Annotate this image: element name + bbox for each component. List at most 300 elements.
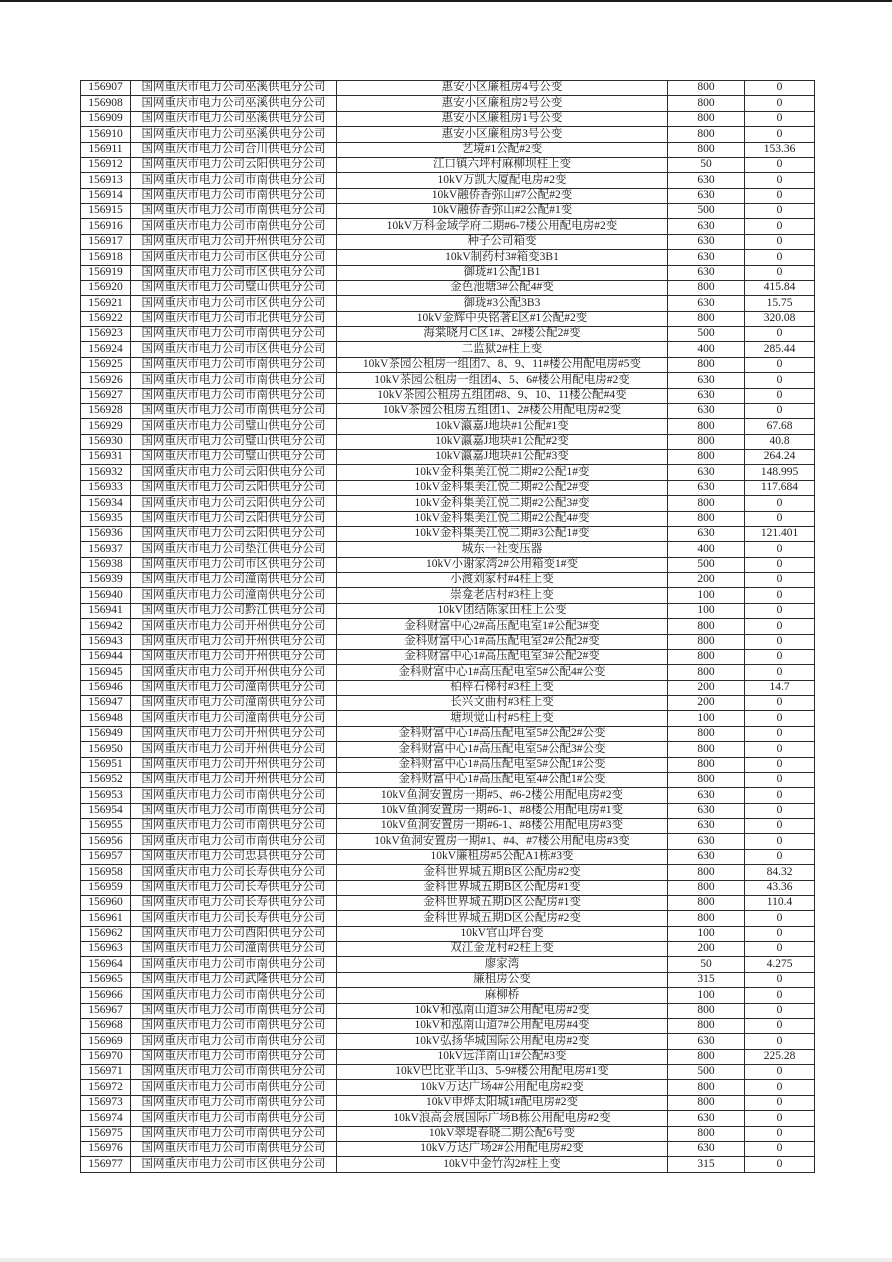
cell-id: 156945 [81,665,131,680]
cell-id: 156919 [81,265,131,280]
table-row [81,234,815,249]
cell-capacity: 800 [668,726,745,741]
table-row [81,788,815,803]
cell-value: 4.275 [745,957,815,972]
cell-company: 国网重庆市电力公司市区供电分公司 [131,342,337,357]
cell-company: 国网重庆市电力公司璧山供电分公司 [131,434,337,449]
cell-id: 156941 [81,603,131,618]
cell-company: 国网重庆市电力公司合川供电分公司 [131,142,337,157]
table-row [81,250,815,265]
table-row [81,96,815,111]
table-row [81,142,815,157]
cell-id: 156960 [81,895,131,910]
cell-name: 金科世界城五期D区公配房#2变 [337,911,668,926]
cell-value: 0 [745,972,815,987]
cell-company: 国网重庆市电力公司潼南供电分公司 [131,588,337,603]
cell-company: 国网重庆市电力公司市南供电分公司 [131,834,337,849]
cell-name: 10kV远洋南山1#公配#3变 [337,1049,668,1064]
cell-capacity: 100 [668,588,745,603]
table-row [81,450,815,465]
table-row [81,1003,815,1018]
table-row [81,573,815,588]
table-row [81,834,815,849]
table-row [81,157,815,172]
cell-value: 0 [745,619,815,634]
cell-id: 156948 [81,711,131,726]
cell-company: 国网重庆市电力公司市南供电分公司 [131,957,337,972]
table-row [81,81,815,96]
cell-capacity: 800 [668,1126,745,1141]
cell-name: 麻柳桥 [337,988,668,1003]
cell-value: 121.401 [745,526,815,541]
cell-value: 0 [745,1065,815,1080]
cell-value: 0 [745,250,815,265]
cell-capacity: 800 [668,111,745,126]
table-row [81,1065,815,1080]
cell-capacity: 50 [668,157,745,172]
table-row [81,542,815,557]
cell-name: 御珑#3公配3B3 [337,296,668,311]
table-row [81,942,815,957]
cell-value: 0 [745,373,815,388]
table-row [81,357,815,372]
cell-id: 156931 [81,450,131,465]
cell-id: 156973 [81,1095,131,1110]
cell-name: 廖家湾 [337,957,668,972]
cell-id: 156943 [81,634,131,649]
cell-name: 长兴文曲村#3柱上变 [337,696,668,711]
table-row [81,403,815,418]
cell-value: 0 [745,1018,815,1033]
cell-value: 0 [745,496,815,511]
cell-value: 0 [745,588,815,603]
cell-id: 156949 [81,726,131,741]
cell-id: 156912 [81,157,131,172]
cell-value: 0 [745,204,815,219]
cell-value: 117.684 [745,480,815,495]
cell-value: 14.7 [745,680,815,695]
cell-capacity: 500 [668,327,745,342]
cell-id: 156914 [81,188,131,203]
cell-id: 156975 [81,1126,131,1141]
cell-company: 国网重庆市电力公司云阳供电分公司 [131,465,337,480]
table-row [81,1018,815,1033]
cell-capacity: 630 [668,849,745,864]
cell-capacity: 800 [668,142,745,157]
cell-name: 10kV鱼洞安置房一期#6-1、#8楼公用配电房#1变 [337,803,668,818]
cell-name: 10kV茶园公租房五组团1、2#楼公用配电房#2变 [337,403,668,418]
cell-capacity: 630 [668,188,745,203]
table-row [81,342,815,357]
table-row [81,526,815,541]
cell-capacity: 800 [668,880,745,895]
cell-company: 国网重庆市电力公司武隆供电分公司 [131,972,337,987]
cell-name: 金科财富中心1#高压配电室2#公配2#变 [337,634,668,649]
cell-id: 156956 [81,834,131,849]
cell-value: 0 [745,403,815,418]
cell-value: 0 [745,111,815,126]
cell-name: 10kV万凯大厦配电房#2变 [337,173,668,188]
cell-value: 0 [745,1003,815,1018]
table-row [81,1034,815,1049]
cell-name: 金色池塘3#公配4#变 [337,280,668,295]
cell-name: 10kV小谢家湾2#公用箱变1#变 [337,557,668,572]
cell-company: 国网重庆市电力公司云阳供电分公司 [131,526,337,541]
cell-name: 10kV金科集美江悦二期#2公配4#变 [337,511,668,526]
cell-capacity: 630 [668,265,745,280]
table-row [81,1095,815,1110]
table-row [81,588,815,603]
table-row [81,327,815,342]
cell-value: 0 [745,542,815,557]
cell-capacity: 800 [668,496,745,511]
table-row [81,480,815,495]
cell-capacity: 500 [668,557,745,572]
cell-id: 156928 [81,403,131,418]
cell-name: 城东一社变压器 [337,542,668,557]
cell-capacity: 800 [668,1003,745,1018]
cell-id: 156942 [81,619,131,634]
cell-id: 156938 [81,557,131,572]
cell-name: 惠安小区廉租房1号公变 [337,111,668,126]
cell-value: 84.32 [745,865,815,880]
cell-company: 国网重庆市电力公司市区供电分公司 [131,250,337,265]
cell-company: 国网重庆市电力公司市南供电分公司 [131,188,337,203]
cell-capacity: 800 [668,357,745,372]
cell-capacity: 800 [668,757,745,772]
cell-name: 10kV金科集美江悦二期#2公配3#变 [337,496,668,511]
cell-company: 国网重庆市电力公司开州供电分公司 [131,634,337,649]
cell-name: 10kV瀛嘉J地块#1公配#3变 [337,450,668,465]
cell-value: 0 [745,1157,815,1173]
cell-capacity: 800 [668,419,745,434]
table-row [81,1141,815,1156]
cell-company: 国网重庆市电力公司潼南供电分公司 [131,711,337,726]
table-row [81,1157,815,1173]
cell-company: 国网重庆市电力公司市南供电分公司 [131,388,337,403]
table-row [81,649,815,664]
table-row [81,772,815,787]
cell-value: 0 [745,127,815,142]
cell-company: 国网重庆市电力公司潼南供电分公司 [131,942,337,957]
cell-company: 国网重庆市电力公司长寿供电分公司 [131,865,337,880]
cell-value: 0 [745,803,815,818]
cell-company: 国网重庆市电力公司云阳供电分公司 [131,511,337,526]
cell-id: 156953 [81,788,131,803]
cell-id: 156955 [81,819,131,834]
cell-value: 0 [745,757,815,772]
cell-id: 156971 [81,1065,131,1080]
table-row [81,111,815,126]
cell-company: 国网重庆市电力公司市区供电分公司 [131,265,337,280]
cell-name: 二监狱2#柱上变 [337,342,668,357]
cell-company: 国网重庆市电力公司长寿供电分公司 [131,880,337,895]
table-row [81,557,815,572]
cell-value: 148.995 [745,465,815,480]
table-row [81,280,815,295]
cell-company: 国网重庆市电力公司璧山供电分公司 [131,450,337,465]
cell-id: 156961 [81,911,131,926]
cell-capacity: 100 [668,603,745,618]
cell-id: 156917 [81,234,131,249]
table-row [81,880,815,895]
table-row [81,219,815,234]
cell-value: 67.68 [745,419,815,434]
cell-capacity: 100 [668,926,745,941]
cell-id: 156958 [81,865,131,880]
cell-name: 柏梓石梯村#3柱上变 [337,680,668,695]
cell-capacity: 800 [668,895,745,910]
cell-value: 0 [745,1034,815,1049]
cell-value: 0 [745,173,815,188]
table-row [81,895,815,910]
cell-value: 0 [745,696,815,711]
cell-id: 156909 [81,111,131,126]
cell-value: 0 [745,788,815,803]
cell-name: 金科财富中心2#高压配电室1#公配3#变 [337,619,668,634]
cell-value: 0 [745,665,815,680]
cell-value: 0 [745,96,815,111]
cell-company: 国网重庆市电力公司市南供电分公司 [131,788,337,803]
cell-capacity: 800 [668,1049,745,1064]
cell-capacity: 800 [668,96,745,111]
cell-name: 金科财富中心1#高压配电室5#公配3#公变 [337,742,668,757]
cell-value: 0 [745,911,815,926]
cell-capacity: 800 [668,665,745,680]
table-row [81,127,815,142]
cell-value: 0 [745,603,815,618]
cell-value: 0 [745,81,815,96]
cell-capacity: 630 [668,526,745,541]
cell-company: 国网重庆市电力公司市南供电分公司 [131,204,337,219]
table-row [81,757,815,772]
cell-capacity: 500 [668,204,745,219]
cell-name: 10kV融侨香弥山#2公配#1变 [337,204,668,219]
cell-capacity: 630 [668,803,745,818]
cell-value: 225.28 [745,1049,815,1064]
cell-capacity: 630 [668,465,745,480]
cell-value: 0 [745,634,815,649]
cell-name: 10kV万科金域学府二期#6-7楼公用配电房#2变 [337,219,668,234]
cell-name: 10kV金辉中央铭著E区#1公配#2变 [337,311,668,326]
cell-id: 156930 [81,434,131,449]
cell-name: 10kV巴比亚半山3、5-9#楼公用配电房#1变 [337,1065,668,1080]
cell-company: 国网重庆市电力公司开州供电分公司 [131,649,337,664]
cell-company: 国网重庆市电力公司市南供电分公司 [131,1095,337,1110]
cell-company: 国网重庆市电力公司开州供电分公司 [131,772,337,787]
cell-id: 156964 [81,957,131,972]
table-row [81,803,815,818]
cell-company: 国网重庆市电力公司市南供电分公司 [131,1003,337,1018]
cell-company: 国网重庆市电力公司市北供电分公司 [131,311,337,326]
cell-id: 156946 [81,680,131,695]
cell-capacity: 315 [668,972,745,987]
cell-name: 金科财富中心1#高压配电室4#公配1#公变 [337,772,668,787]
cell-id: 156967 [81,1003,131,1018]
cell-name: 10kV鱼洞安置房一期#1、#4、#7楼公用配电房#3变 [337,834,668,849]
cell-company: 国网重庆市电力公司开州供电分公司 [131,619,337,634]
cell-name: 金科财富中心1#高压配电室5#公配1#公变 [337,757,668,772]
cell-capacity: 200 [668,680,745,695]
table-row [81,511,815,526]
cell-value: 0 [745,726,815,741]
cell-capacity: 800 [668,911,745,926]
cell-value: 110.4 [745,895,815,910]
cell-value: 0 [745,772,815,787]
cell-company: 国网重庆市电力公司开州供电分公司 [131,742,337,757]
table-row [81,726,815,741]
table-row [81,465,815,480]
cell-value: 264.24 [745,450,815,465]
cell-id: 156935 [81,511,131,526]
cell-value: 0 [745,234,815,249]
cell-value: 320.08 [745,311,815,326]
cell-name: 10kV瀛嘉J地块#1公配#1变 [337,419,668,434]
cell-company: 国网重庆市电力公司市南供电分公司 [131,1080,337,1095]
cell-id: 156936 [81,526,131,541]
cell-id: 156968 [81,1018,131,1033]
cell-id: 156907 [81,81,131,96]
cell-id: 156910 [81,127,131,142]
cell-capacity: 630 [668,1141,745,1156]
cell-company: 国网重庆市电力公司潼南供电分公司 [131,573,337,588]
cell-value: 0 [745,188,815,203]
cell-capacity: 630 [668,403,745,418]
page-bottom-edge [0,1258,892,1262]
cell-capacity: 800 [668,649,745,664]
table-row [81,926,815,941]
cell-name: 塘坝觉山村#5柱上变 [337,711,668,726]
cell-name: 10kV制药村3#箱变3B1 [337,250,668,265]
cell-name: 10kV鱼洞安置房一期#5、#6-2楼公用配电房#2变 [337,788,668,803]
cell-value: 415.84 [745,280,815,295]
cell-capacity: 200 [668,573,745,588]
table-row [81,419,815,434]
cell-id: 156925 [81,357,131,372]
cell-id: 156911 [81,142,131,157]
cell-id: 156977 [81,1157,131,1173]
cell-value: 0 [745,157,815,172]
cell-value: 0 [745,1111,815,1126]
cell-value: 0 [745,988,815,1003]
cell-name: 10kV官山坪台变 [337,926,668,941]
cell-company: 国网重庆市电力公司市南供电分公司 [131,173,337,188]
cell-id: 156966 [81,988,131,1003]
cell-company: 国网重庆市电力公司璧山供电分公司 [131,280,337,295]
cell-company: 国网重庆市电力公司巫溪供电分公司 [131,96,337,111]
cell-value: 0 [745,849,815,864]
cell-value: 0 [745,388,815,403]
cell-company: 国网重庆市电力公司云阳供电分公司 [131,480,337,495]
cell-name: 10kV茶园公租房一组团7、8、9、11#楼公用配电房#5变 [337,357,668,372]
cell-company: 国网重庆市电力公司巫溪供电分公司 [131,127,337,142]
table-row [81,634,815,649]
table-row [81,265,815,280]
cell-name: 金科财富中心1#高压配电室3#公配2#变 [337,649,668,664]
cell-company: 国网重庆市电力公司垫江供电分公司 [131,542,337,557]
cell-value: 0 [745,1141,815,1156]
cell-company: 国网重庆市电力公司市区供电分公司 [131,1157,337,1173]
cell-capacity: 100 [668,711,745,726]
table-row [81,1126,815,1141]
cell-value: 0 [745,327,815,342]
table-row [81,388,815,403]
cell-id: 156976 [81,1141,131,1156]
cell-company: 国网重庆市电力公司市南供电分公司 [131,327,337,342]
cell-id: 156970 [81,1049,131,1064]
cell-id: 156963 [81,942,131,957]
table-row [81,665,815,680]
cell-name: 10kV融侨香弥山#7公配#2变 [337,188,668,203]
cell-capacity: 630 [668,234,745,249]
cell-company: 国网重庆市电力公司市南供电分公司 [131,1018,337,1033]
cell-value: 43.36 [745,880,815,895]
cell-company: 国网重庆市电力公司云阳供电分公司 [131,496,337,511]
cell-id: 156933 [81,480,131,495]
cell-company: 国网重庆市电力公司酉阳供电分公司 [131,926,337,941]
cell-id: 156937 [81,542,131,557]
cell-value: 0 [745,1095,815,1110]
cell-company: 国网重庆市电力公司开州供电分公司 [131,665,337,680]
table-row [81,204,815,219]
cell-company: 国网重庆市电力公司市南供电分公司 [131,1065,337,1080]
cell-value: 40.8 [745,434,815,449]
cell-capacity: 630 [668,173,745,188]
cell-capacity: 800 [668,1080,745,1095]
table-row [81,742,815,757]
cell-id: 156944 [81,649,131,664]
cell-capacity: 800 [668,511,745,526]
cell-id: 156923 [81,327,131,342]
cell-company: 国网重庆市电力公司长寿供电分公司 [131,895,337,910]
cell-id: 156918 [81,250,131,265]
cell-value: 0 [745,357,815,372]
cell-name: 江口镇六坪村麻柳坝柱上变 [337,157,668,172]
cell-id: 156959 [81,880,131,895]
cell-name: 金科世界城五期B区公配房#2变 [337,865,668,880]
cell-capacity: 800 [668,434,745,449]
cell-name: 惠安小区廉租房3号公变 [337,127,668,142]
cell-capacity: 630 [668,1034,745,1049]
cell-capacity: 200 [668,696,745,711]
cell-value: 0 [745,511,815,526]
cell-company: 国网重庆市电力公司巫溪供电分公司 [131,81,337,96]
cell-company: 国网重庆市电力公司市南供电分公司 [131,1126,337,1141]
cell-value: 0 [745,926,815,941]
cell-id: 156952 [81,772,131,787]
cell-name: 10kV万达广场2#公用配电房#2变 [337,1141,668,1156]
cell-id: 156908 [81,96,131,111]
cell-company: 国网重庆市电力公司黔江供电分公司 [131,603,337,618]
table-row [81,1080,815,1095]
table-row [81,711,815,726]
cell-capacity: 630 [668,834,745,849]
cell-name: 金科财富中心1#高压配电室5#公配4#公变 [337,665,668,680]
cell-capacity: 630 [668,819,745,834]
cell-id: 156940 [81,588,131,603]
cell-id: 156951 [81,757,131,772]
cell-company: 国网重庆市电力公司开州供电分公司 [131,234,337,249]
cell-id: 156939 [81,573,131,588]
cell-value: 0 [745,219,815,234]
cell-capacity: 630 [668,788,745,803]
table-row [81,819,815,834]
cell-company: 国网重庆市电力公司市南供电分公司 [131,819,337,834]
cell-id: 156954 [81,803,131,818]
cell-id: 156972 [81,1080,131,1095]
table-row [81,619,815,634]
cell-company: 国网重庆市电力公司市南供电分公司 [131,219,337,234]
